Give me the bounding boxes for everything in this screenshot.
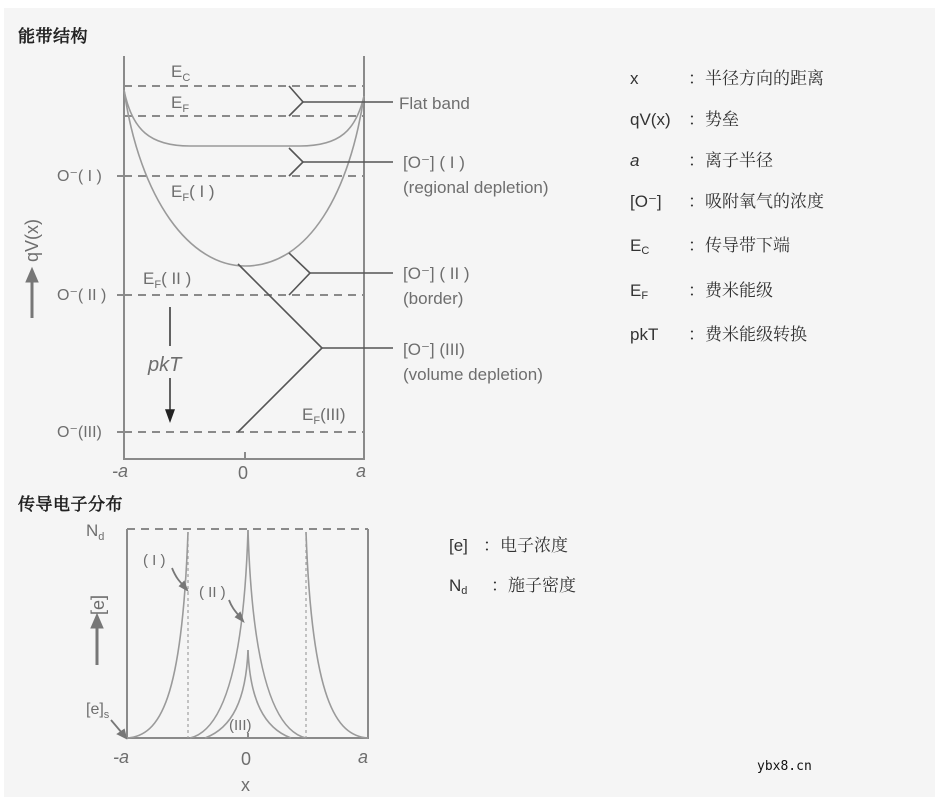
x-tick-0: 0 — [238, 463, 249, 483]
legend-row: pkT ：费米能级转换 — [630, 325, 807, 345]
legend-row: qV(x) ：势垒 — [630, 110, 739, 130]
curve-i-label: ( I ) — [143, 552, 166, 569]
legend-row: $N_d$ ：施子密度 — [449, 576, 576, 597]
e-axis-label: [e] — [88, 594, 108, 615]
ef2-label: $E_F$( II ) — [143, 269, 192, 291]
legend-row: $E_F$ ：费米能级 — [630, 281, 773, 302]
curve-i-right — [306, 532, 368, 738]
legend-row: $E_C$ ：传导带下端 — [630, 236, 790, 257]
o2-label: O⁻( II ) — [57, 287, 107, 304]
x-tick-a: a — [356, 461, 367, 481]
legend-row: [e] ：电子浓度 — [449, 536, 568, 556]
legend-row: x ：半径方向的距离 — [630, 69, 824, 89]
legend-row: [O⁻] ：吸附氧气的浓度 — [630, 192, 824, 212]
watermark: ybx8.cn — [757, 759, 812, 774]
nd-label: $N_d$ — [86, 521, 105, 543]
es-label: $[e]_s$ — [86, 701, 110, 721]
x-tick-neg-a: -a — [113, 747, 130, 767]
callout-o1: [O⁻] ( I ) — [403, 153, 465, 172]
callout-o2: [O⁻] ( II ) — [403, 264, 470, 283]
o3-label: O⁻(III) — [57, 424, 102, 441]
callout-o2-desc: (border) — [403, 289, 464, 308]
ef-label: $E_F$ — [171, 93, 190, 115]
x-axis-label: x — [241, 775, 250, 795]
curve-iii-label: (III) — [229, 717, 252, 734]
legend-row: a ：离子半径 — [630, 151, 773, 171]
pkt-label: pkT — [148, 354, 182, 376]
ec-label: $E_C$ — [171, 62, 191, 84]
ef1-label: $E_F$( I ) — [171, 182, 215, 204]
callout-flat-band: Flat band — [399, 94, 470, 113]
callout-o1-desc: (regional depletion) — [403, 178, 549, 197]
band-structure-title: 能带结构 — [18, 27, 88, 47]
electron-distribution-title: 传导电子分布 — [18, 495, 123, 515]
curve-ii-right — [248, 530, 306, 738]
x-tick-0: 0 — [241, 749, 252, 769]
callout-o3: [O⁻] (III) — [403, 340, 465, 359]
curve-ii-label: ( II ) — [199, 584, 226, 601]
curve-ii-left — [190, 530, 248, 738]
x-tick-a: a — [358, 747, 369, 767]
ef3-label: $E_F(III)$ — [302, 405, 346, 427]
o1-label: O⁻( I ) — [57, 168, 102, 185]
y-axis-label: qV(x) — [22, 218, 42, 262]
callout-o3-desc: (volume depletion) — [403, 365, 543, 384]
x-tick-neg-a: -a — [112, 461, 129, 481]
